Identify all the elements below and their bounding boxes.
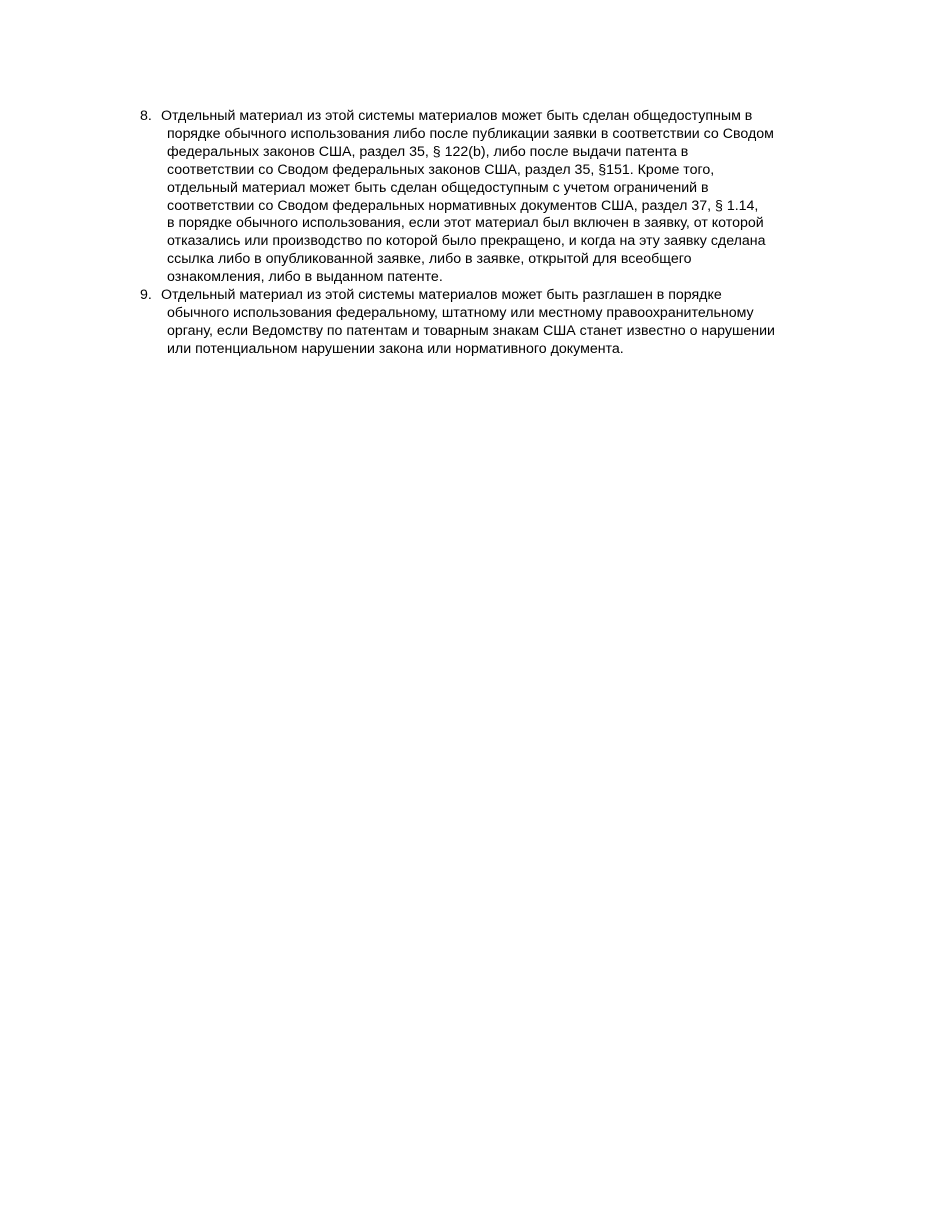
- text-line: в порядке обычного использования, если этот материал был включен в заявку, от которой: [167, 215, 764, 232]
- list-item-text: [161, 108, 840, 287]
- list-item-number: 9.: [140, 287, 152, 304]
- text-line: соответствии со Сводом федеральных законов США, раздел 35, §151. Кроме того,: [167, 161, 715, 178]
- text-line: Отдельный материал из этой системы материалов может быть сделан общедоступным в: [161, 108, 753, 124]
- list-item-8: [140, 108, 840, 287]
- text-line: или потенциальном нарушении закона или нормативного документа.: [167, 340, 624, 357]
- text-line: отказались или производство по которой было прекращено, и когда на эту заявку сделана: [167, 233, 766, 250]
- text-line: ссылка либо в опубликованной заявке, либо в заявке, открытой для всеобщего: [167, 251, 692, 268]
- text-line: порядке обычного использования либо после публикации заявки в соответствии со Сводом: [167, 125, 774, 142]
- text-line: федеральных законов США, раздел 35, § 122(b), либо после выдачи патента в: [167, 143, 689, 160]
- list-item-text: [161, 287, 840, 359]
- text-line: обычного использования федеральному, штатному или местному правоохранительному: [167, 304, 754, 321]
- text-line: соответствии со Сводом федеральных нормативных документов США, раздел 37, § 1.14,: [167, 197, 759, 214]
- list-item-9: [140, 287, 840, 359]
- text-line: ознакомления, либо в выданном патенте.: [167, 269, 443, 286]
- text-line: Отдельный материал из этой системы материалов может быть разглашен в порядке: [161, 287, 722, 304]
- list-item-number: 8.: [140, 108, 152, 124]
- numbered-list: [140, 108, 840, 359]
- text-line: отдельный материал может быть сделан общедоступным с учетом ограничений в: [167, 179, 709, 196]
- text-line: органу, если Ведомству по патентам и товарным знакам США станет известно о нарушении: [167, 322, 775, 339]
